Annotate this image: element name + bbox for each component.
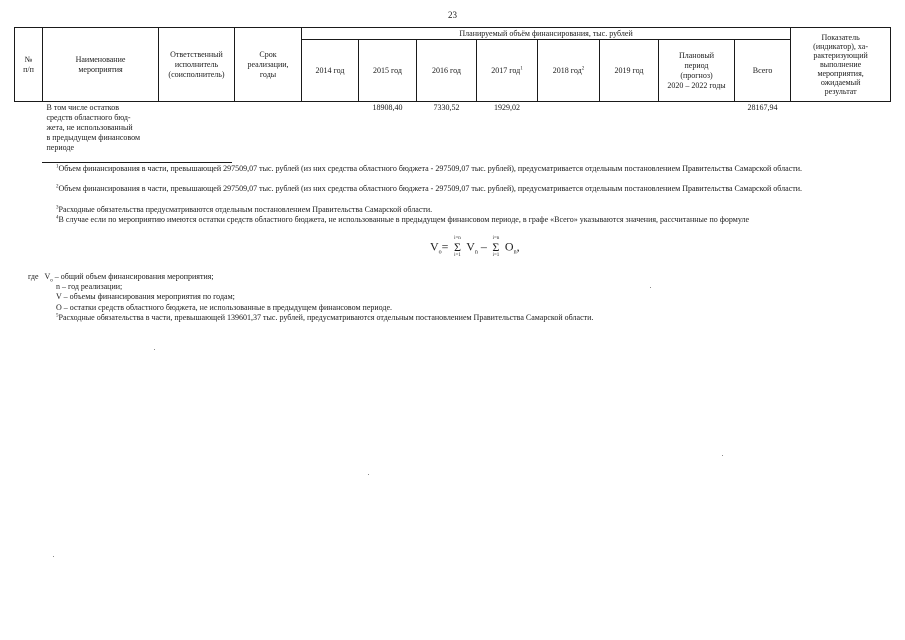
header-2019: 2019 год	[600, 40, 659, 102]
header-2018: 2018 год$^2$	[538, 40, 600, 102]
scan-speck	[722, 455, 723, 456]
financing-table	[14, 27, 891, 153]
header-2016: 2016 год	[417, 40, 477, 102]
row-2018	[538, 102, 600, 154]
row-2016: 7330,52	[433, 103, 460, 112]
row-name: В том числе остатков средств областного бюд- жета, не использованный в предыдущем финансовом периоде	[46, 103, 141, 152]
footnote-2: $^2$Объем финансирования в части, превышающей 297509,07 тыс. рублей (из них средства областного бюджета - 297509,07 тыс. рублей), предусматривается отдельным постановлением Правительства Самарской области.	[56, 184, 803, 193]
scan-speck	[154, 349, 155, 350]
footnote-5: $^5$Расходные обязательства в части, превышающей 139601,37 тыс. рублей, предусматриваются отдельным постановлением Правительства Самарской области.	[56, 313, 594, 322]
row-num	[15, 102, 43, 154]
row-2019	[600, 102, 659, 154]
header-executor: Ответственный исполнитель (соисполнитель)	[159, 28, 235, 102]
header-term: Срок реализации, годы	[235, 28, 302, 102]
header-num: № п/п	[15, 28, 43, 102]
header-name: Наименование мероприятия	[43, 28, 159, 102]
header-2014: 2014 год	[302, 40, 359, 102]
footnote-divider	[42, 162, 232, 163]
footnote-4: $^4$В случае если по мероприятию имеются остатки средств областного бюджета, не использованные в предыдущем финансовом периоде, в графе «Всего» указываются значения, рассчитанные по формуле	[56, 215, 750, 224]
row-indicator	[791, 102, 891, 154]
sum-symbol: i=n Σ i=1	[453, 236, 461, 258]
footnote-3: $^3$Расходные обязательства предусматриваются отдельным постановлением Правительства Самарской области.	[56, 205, 433, 214]
legend-line-1: где $V_o$ – общий объем финансирования мероприятия;	[28, 272, 214, 284]
header-financing-group: Планируемый объём финансирования, тыс. рублей	[302, 28, 791, 40]
row-2015: 18908,40	[372, 103, 403, 112]
scan-speck	[53, 556, 54, 557]
legend-line-2: n – год реализации;	[56, 282, 123, 291]
header-2015: 2015 год	[359, 40, 417, 102]
row-total: 28167,94	[747, 103, 778, 112]
legend-line-3: V – объемы финансирования мероприятия по годам;	[56, 292, 235, 301]
header-indicator: Показатель (индикатор), ха- рактеризующий выполнение мероприятия, ожидаемый результат	[791, 28, 891, 102]
sum-symbol: i=n Σ i=1	[492, 236, 500, 258]
row-planned	[659, 102, 735, 154]
formula: $V_o=$ i=n Σ i=1 $V_n$ – i=n Σ i=1 $O_n$,	[430, 236, 520, 258]
footnote-1: $^1$Объем финансирования в части, превышающей 297509,07 тыс. рублей (из них средства областного бюджета - 297509,07 тыс. рублей), предусматривается отдельным постановлением Правительства Самарской области.	[56, 164, 803, 173]
row-term	[235, 102, 302, 154]
header-planned-period: Плановый период (прогноз) 2020 – 2022 годы	[659, 40, 735, 102]
table-row	[15, 102, 891, 154]
row-executor	[159, 102, 235, 154]
scan-speck	[650, 287, 651, 288]
page-number: 23	[448, 10, 457, 20]
row-2014	[302, 102, 359, 154]
header-total: Всего	[735, 40, 791, 102]
header-2017: 2017 год$^1$	[477, 40, 538, 102]
scan-speck	[368, 474, 369, 475]
row-2017: 1929,02	[494, 103, 520, 112]
legend-line-4: O – остатки средств областного бюджета, не использованные в предыдущем финансовом периоде.	[56, 303, 393, 312]
